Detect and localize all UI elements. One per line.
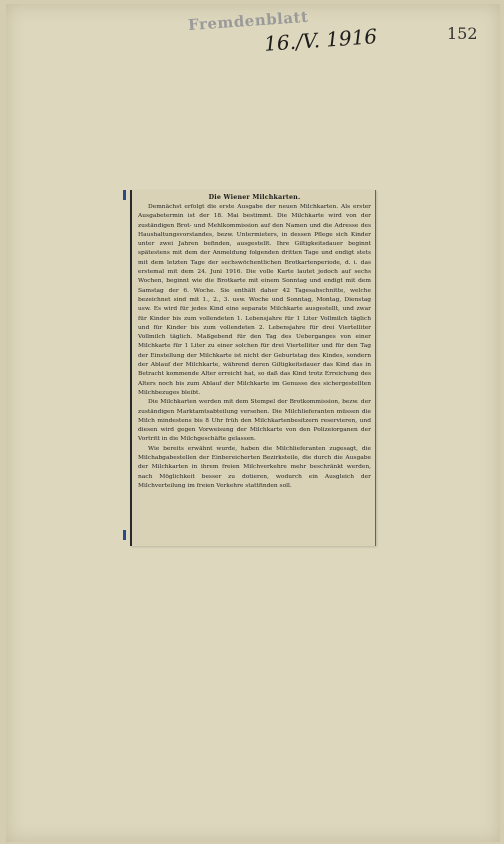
newspaper-clipping bbox=[130, 190, 376, 546]
page-number: 152 bbox=[447, 24, 478, 43]
handwritten-date: 16./V. 1916 bbox=[263, 24, 378, 56]
clipping-body bbox=[138, 203, 371, 491]
blue-pencil-mark-top bbox=[123, 190, 126, 200]
newspaper-stamp: Fremdenblatt bbox=[187, 7, 309, 35]
archive-sheet bbox=[6, 4, 500, 842]
clipping-title: Die Wiener Milchkarten. bbox=[208, 194, 301, 201]
clipping-paragraph-3: Wie bereits erwähnt wurde, haben die Milchlieferanten zugesagt, die Milchabgabestellen der Einbereicherten Bezirksteile, die durch die Ausgabe der Milchkarten in ihrem freien Milchverkehre mehr beschränkt werden, nach Möglichkeit besser zu dotieren, wodurch ein Ausgleich der Milchverteilung im freien Verkehre stattfinden soll. bbox=[138, 445, 371, 489]
blue-pencil-mark-bottom bbox=[123, 530, 126, 540]
clipping-paragraph-1: Demnächst erfolgt die erste Ausgabe der neuen Milchkarten. Als erster Ausgabetermin ist der 18. Mai bestimmt. Die Milchkarte wird von der zuständigen Brot- und Mehlkommission auf den Namen und die Adresse des Haushaltungsvorstandes, bezw. Untermieters, in dessen Pflege sich Kinder unter zwei Jahren befinden, ausgestellt. Ihre Giltigkeitsdauer beginnt spätestens mit dem der Anmeldung folgenden dritten Tage und endigt stets mit dem letzten Tage der sechswöchentlichen Brotkartenperiode, d. i. das erstemal mit dem 24. Juni 1916. Die volle Karte lautet jedoch auf sechs Wochen, beginnt wie die Brotkarte mit einem Sonntag und endigt mit dem Samstag der 6. Woche. Sie enthält daher 42 Tagesabschnitte, welche bezeichnet sind mit 1., 2., 3. usw. Woche und Sonntag, Montag, Dienstag usw. Es wird für jedes Kind eine separate Milchkarte ausgestellt, und zwar für Kinder bis zum vollendeten 1. Lebensjahre für 1 Liter Vollmilch täglich und für Kinder bis zum vollendeten 2. Lebensjahre für drei Viertelliter Vollmilch täglich. Maßgebend für den Tag des Ueberganges von einer Milchkarte für 1 Liter zu einer solchen für drei Viertelliter und für den Tag der Einstellung der Milchkarte ist nicht der Geburtstag des Kindes, sondern der Ablauf der Milchkarte, während deren Giltigkeitsdauer das Kind das in Betracht kommende Alter erreicht hat, so daß das Kind trotz Erreichung des Alters noch bis zum Ablauf der Milchkarte im Genusse des sichergestellten Milchbezuges bleibt. bbox=[138, 204, 371, 396]
clipping-paragraph-2: Die Milchkarten werden mit dem Stempel der Brotkommission, bezw. der zuständigen Marktamtsabteilung versehen. Die Milchlieferanten müssen die Milch mindestens bis 8 Uhr früh den Milchkartenbesitzern reservieren, und diesen wird gegen Vorweisung der Milchkarte von den Polizeiorganen der Vortritt in die Milchgeschäfte gelassen. bbox=[138, 399, 371, 443]
